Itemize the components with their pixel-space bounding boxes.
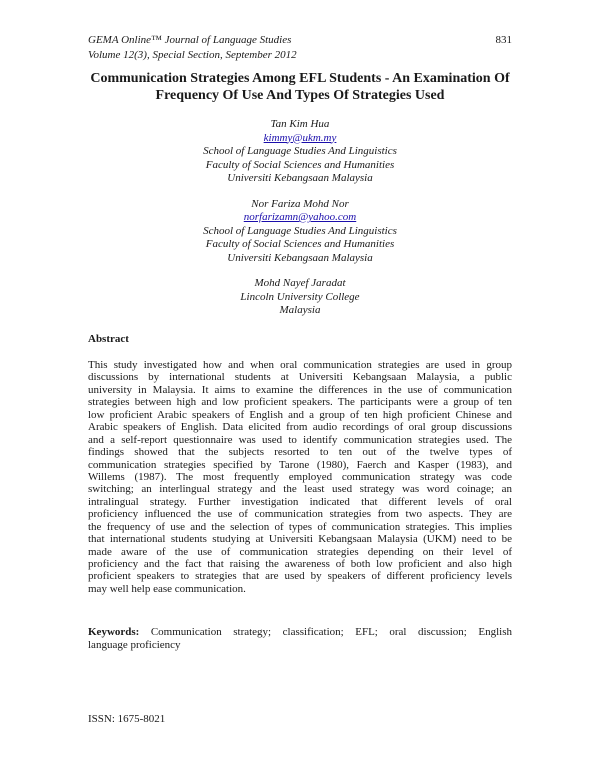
author-affiliation: Lincoln University College bbox=[240, 290, 360, 303]
author-list bbox=[100, 118, 500, 330]
abstract-line: and a self-report questionnaire was used to identify communication strategies used. The bbox=[88, 433, 512, 446]
abstract-line: the frequency of use and the selection of types of communication strategies. This implies bbox=[88, 520, 512, 533]
author-name: Tan Kim Hua bbox=[270, 118, 330, 130]
keywords-line bbox=[88, 626, 512, 639]
abstract-line: low proficient Arabic speakers of English and a group of ten high proficient Chinese and bbox=[88, 408, 512, 421]
author-affiliation: Malaysia bbox=[279, 304, 321, 316]
author-email-link[interactable]: norfarizamn@yahoo.com bbox=[243, 211, 357, 223]
abstract-body bbox=[88, 359, 512, 595]
abstract-line: proficiency influenced the use of communication strategies from two aspects. They are bbox=[88, 508, 512, 521]
author-affiliation: School of Language Studies And Linguistics bbox=[203, 145, 397, 157]
keywords-label: Keywords: bbox=[88, 626, 140, 638]
abstract-line: intralingual strategy. Further investigation indicated that different levels of oral bbox=[88, 495, 512, 508]
paper-title bbox=[60, 70, 540, 104]
author-name: Mohd Nayef Jaradat bbox=[254, 277, 346, 289]
abstract-line: may well help ease communication. bbox=[88, 582, 246, 595]
keywords-line: language proficiency bbox=[88, 639, 181, 651]
author-block bbox=[100, 198, 500, 266]
author-email-link[interactable]: kimmy@ukm.my bbox=[263, 131, 337, 144]
journal-name: GEMA Online™ Journal of Language Studies bbox=[88, 34, 292, 46]
keywords-section bbox=[88, 626, 512, 652]
abstract-line: communication strategies specified by Tarone (1980), Faerch and Kasper (1983), and bbox=[88, 458, 512, 471]
author-affiliation: Universiti Kebangsaan Malaysia bbox=[227, 172, 373, 184]
keywords-text: Communication strategy; classification; EFL; oral discussion; English bbox=[139, 626, 512, 638]
page-number: 831 bbox=[495, 34, 512, 46]
issn-footer: ISSN: 1675-8021 bbox=[88, 713, 166, 725]
title-line: Frequency Of Use And Types Of Strategies Used bbox=[155, 88, 445, 103]
running-head bbox=[88, 33, 518, 63]
author-affiliation: Faculty of Social Sciences and Humanities bbox=[205, 238, 395, 250]
abstract-line: proficiency and the fact that raising the awareness of both low proficient and also high bbox=[88, 558, 512, 570]
author-affiliation: Faculty of Social Sciences and Humanities bbox=[205, 158, 395, 171]
author-affiliation: Universiti Kebangsaan Malaysia bbox=[227, 251, 373, 264]
abstract-heading: Abstract bbox=[88, 333, 129, 345]
abstract-line: findings showed that the subjects resorted to ten out of the twelve types of bbox=[88, 446, 512, 459]
abstract-line: Willems (1987). The most frequently employed communication strategy was code bbox=[88, 470, 512, 483]
title-line: Communication Strategies Among EFL Students - An Examination Of bbox=[90, 71, 510, 86]
abstract-line: university in Malaysia. It aims to examine the differences in the use of communication bbox=[88, 383, 512, 396]
author-name: Nor Fariza Mohd Nor bbox=[251, 197, 349, 210]
abstract-line: made aware of the use of communication strategies depending on their level of bbox=[88, 545, 512, 558]
abstract-line: This study investigated how and when oral communication strategies are used in group bbox=[88, 359, 512, 371]
abstract-line: proficient speakers to strategies that are used by speakers of different proficiency levels bbox=[88, 570, 512, 583]
author-affiliation: School of Language Studies And Linguistics bbox=[203, 224, 397, 237]
abstract-line: switching; an interlingual strategy and the least used strategy was word coinage; an bbox=[88, 483, 512, 496]
abstract-line: that international students studying at Universiti Kebangsaan Malaysia (UKM) need to be bbox=[88, 533, 512, 546]
journal-issue: Volume 12(3), Special Section, September 2012 bbox=[88, 49, 297, 61]
abstract-line: discussions by international students at Universiti Kebangsaan Malaysia, a public bbox=[88, 371, 512, 384]
author-block bbox=[100, 277, 500, 318]
author-block bbox=[100, 118, 500, 186]
abstract-line: Arabic speakers of English. Data elicited from audio recordings of oral group discussions bbox=[88, 421, 512, 434]
abstract-line: strategies between high and low proficient speakers. The participants were a group of ten bbox=[88, 396, 512, 409]
